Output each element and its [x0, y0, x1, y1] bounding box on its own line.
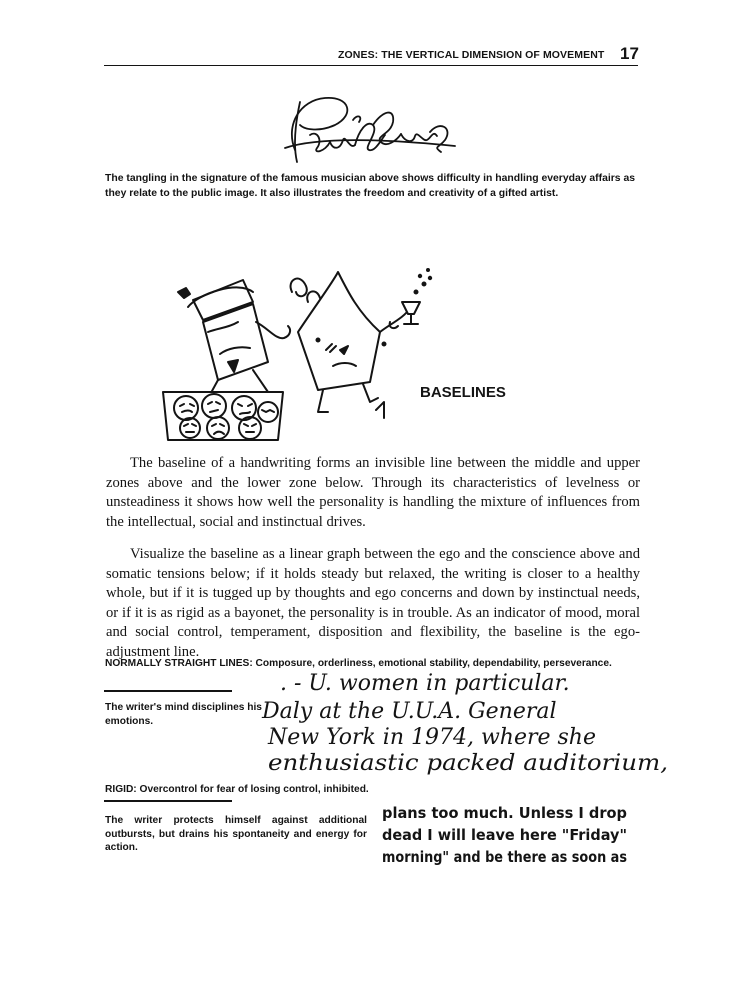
- handwriting-sample-normal: [262, 670, 672, 775]
- running-head: ZONES: THE VERTICAL DIMENSION OF MOVEMENT: [338, 49, 605, 61]
- normally-straight-lines-label: NORMALLY STRAIGHT LINES: Composure, orderliness, emotional stability, dependability, perseverance.: [105, 658, 612, 669]
- rigid-baseline-sample-rule: [104, 800, 232, 802]
- handwriting-line: Daly at the U.U.A. General: [262, 699, 557, 724]
- musician-signature-image: [255, 90, 465, 170]
- rigid-description: The writer protects himself against additional outbursts, but drains his spontaneity and energy for action.: [105, 815, 367, 853]
- handwriting-line: . - U. women in particular.: [280, 671, 570, 696]
- header-rule: [104, 65, 638, 66]
- baseline-cartoon-illustration: [158, 262, 453, 452]
- body-paragraph: The baseline of a handwriting forms an invisible line between the middle and upper zones above and the lower zone below. Through its characteristics of levelness or unsteadiness it shows how well the personality is handling the mixture of influences from the intellectual, social and instinctual drives.: [106, 455, 640, 530]
- body-paragraph: Visualize the baseline as a linear graph between the ego and the conscience above and somatic tensions below; if it holds steady but relaxed, the writing is closer to a healthy whole, but if it is tugged up by thoughts and ego concerns and down by instinctual needs, or if it is as rigid as a bayonet, the personality is in trouble. As an indicator of mood, moral and social control, temperament, disposition and flexibility, the baseline is the ego-adjustment line.: [106, 546, 640, 660]
- handwriting-line: dead I will leave here "Friday": [382, 826, 627, 844]
- handwriting-sample-rigid: [382, 802, 632, 872]
- handwriting-line: New York in 1974, where she: [268, 725, 596, 750]
- signature-caption: The tangling in the signature of the famous musician above shows difficulty in handling everyday affairs as they relate to the public image. It also illustrates the freedom and creativity of a gifted artist.: [105, 173, 636, 199]
- handwriting-line: enthusiastic packed auditorium,: [268, 751, 668, 776]
- handwriting-line: morning" and be there as soon as: [382, 848, 628, 866]
- handwriting-line: plans too much. Unless I drop: [382, 804, 628, 822]
- rigid-label: RIGID: Overcontrol for fear of losing control, inhibited.: [105, 784, 369, 795]
- baseline-sample-rule: [104, 690, 232, 692]
- section-heading-baselines: BASELINES: [420, 384, 506, 401]
- page-number: 17: [620, 44, 639, 63]
- normally-straight-description: The writer's mind disciplines his emotions.: [105, 702, 262, 727]
